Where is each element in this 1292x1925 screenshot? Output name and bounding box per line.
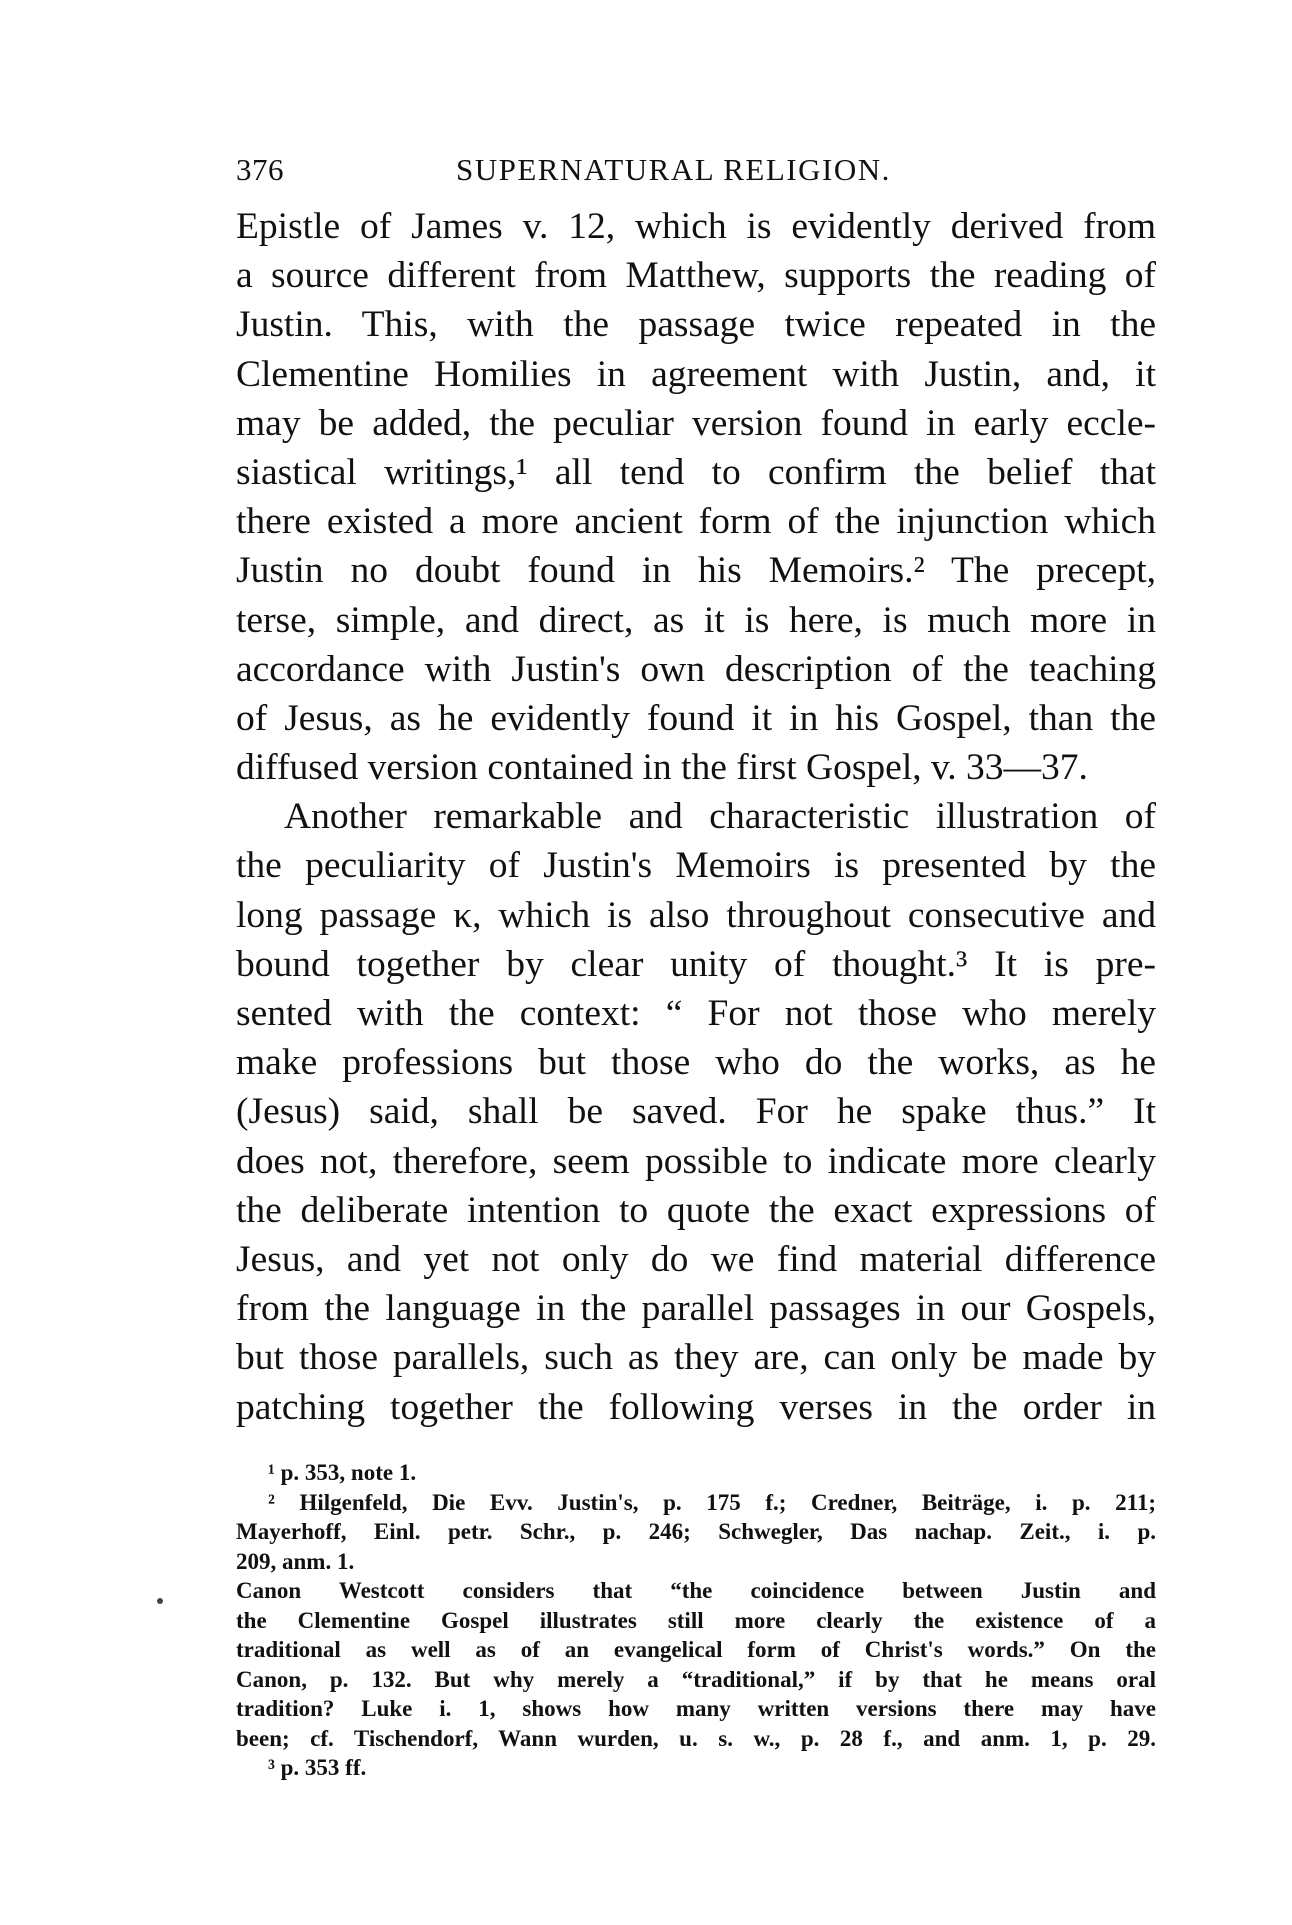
running-title: SUPERNATURAL RELIGION. [456,152,891,187]
footnote-line: the Clementine Gospel illustrates still more clearly the existence of a [236,1607,1156,1633]
body-line: Justin. This, with the passage twice repeated in the [236,304,1156,346]
footnote-line: Mayerhoff, Einl. petr. Schr., p. 246; Schwegler, Das nachap. Zeit., i. p. [236,1519,1156,1544]
footnote-line: 209, anm. 1. [236,1548,355,1574]
body-line: there existed a more ancient form of the injunction which [236,501,1156,543]
body-line: Justin no doubt found in his Memoirs.² The precept, [236,550,1156,592]
body-line: of Jesus, as he evidently found it in his Gospel, than the [236,697,1156,739]
body-line: Clementine Homilies in agreement with Justin, and, it [236,353,1156,395]
footnote-line: been; cf. Tischendorf, Wann wurden, u. s. w., p. 28 f., and anm. 1, p. 29. [236,1725,1156,1751]
footnote-line: ² Hilgenfeld, Die Evv. Justin's, p. 175 f.; Credner, Beiträge, i. p. 211; [268,1489,1156,1515]
body-line: bound together by clear unity of thought.³ It is pre- [236,943,1156,985]
body-line: Another remarkable and characteristic illustration of [284,796,1156,838]
body-line: terse, simple, and direct, as it is here, is much more in [236,599,1156,641]
body-line: does not, therefore, seem possible to indicate more clearly [236,1140,1156,1182]
body-line: a source different from Matthew, supports the reading of [236,255,1156,297]
page-number: 376 [236,152,284,187]
body-line: may be added, the peculiar version found in early eccle- [236,402,1156,444]
body-line: patching together the following verses in the order in [236,1386,1156,1428]
footnote-line: ³ p. 353 ff. [268,1755,367,1780]
body-line: Epistle of James v. 12, which is evidently derived from [236,206,1156,247]
footnote-line: tradition? Luke i. 1, shows how many written versions there may have [236,1696,1156,1721]
body-line: accordance with Justin's own description of the teaching [236,648,1156,690]
footnote-line: traditional as well as of an evangelical form of Christ's words.” On the [236,1637,1156,1662]
body-line: the deliberate intention to quote the exact expressions of [236,1189,1156,1231]
footnote-line: Canon Westcott considers that “the coincidence between Justin and [236,1578,1156,1603]
footnotes [236,1458,1156,1783]
body-line: siastical writings,¹ all tend to confirm the belief that [236,451,1156,493]
body-line: the peculiarity of Justin's Memoirs is presented by the [236,845,1156,887]
body-line: make professions but those who do the works, as he [236,1042,1156,1084]
body-line: long passage κ, which is also throughout consecutive and [236,894,1156,936]
margin-speck [157,1598,163,1604]
body-line: but those parallels, such as they are, can only be made by [236,1337,1156,1379]
body-line: from the language in the parallel passages in our Gospels, [236,1288,1156,1330]
body-line: sented with the context: “ For not those who merely [236,993,1156,1034]
running-head [236,152,1156,192]
footnote-line: Canon, p. 132. But why merely a “traditional,” if by that he means oral [236,1666,1156,1692]
footnote-line: ¹ p. 353, note 1. [268,1460,417,1485]
body-line: Jesus, and yet not only do we find material difference [236,1238,1156,1280]
body-line: diffused version contained in the first Gospel, v. 33—37. [236,747,1088,789]
body-line: (Jesus) said, shall be saved. For he spake thus.” It [236,1091,1156,1133]
body-text [236,202,1156,1432]
